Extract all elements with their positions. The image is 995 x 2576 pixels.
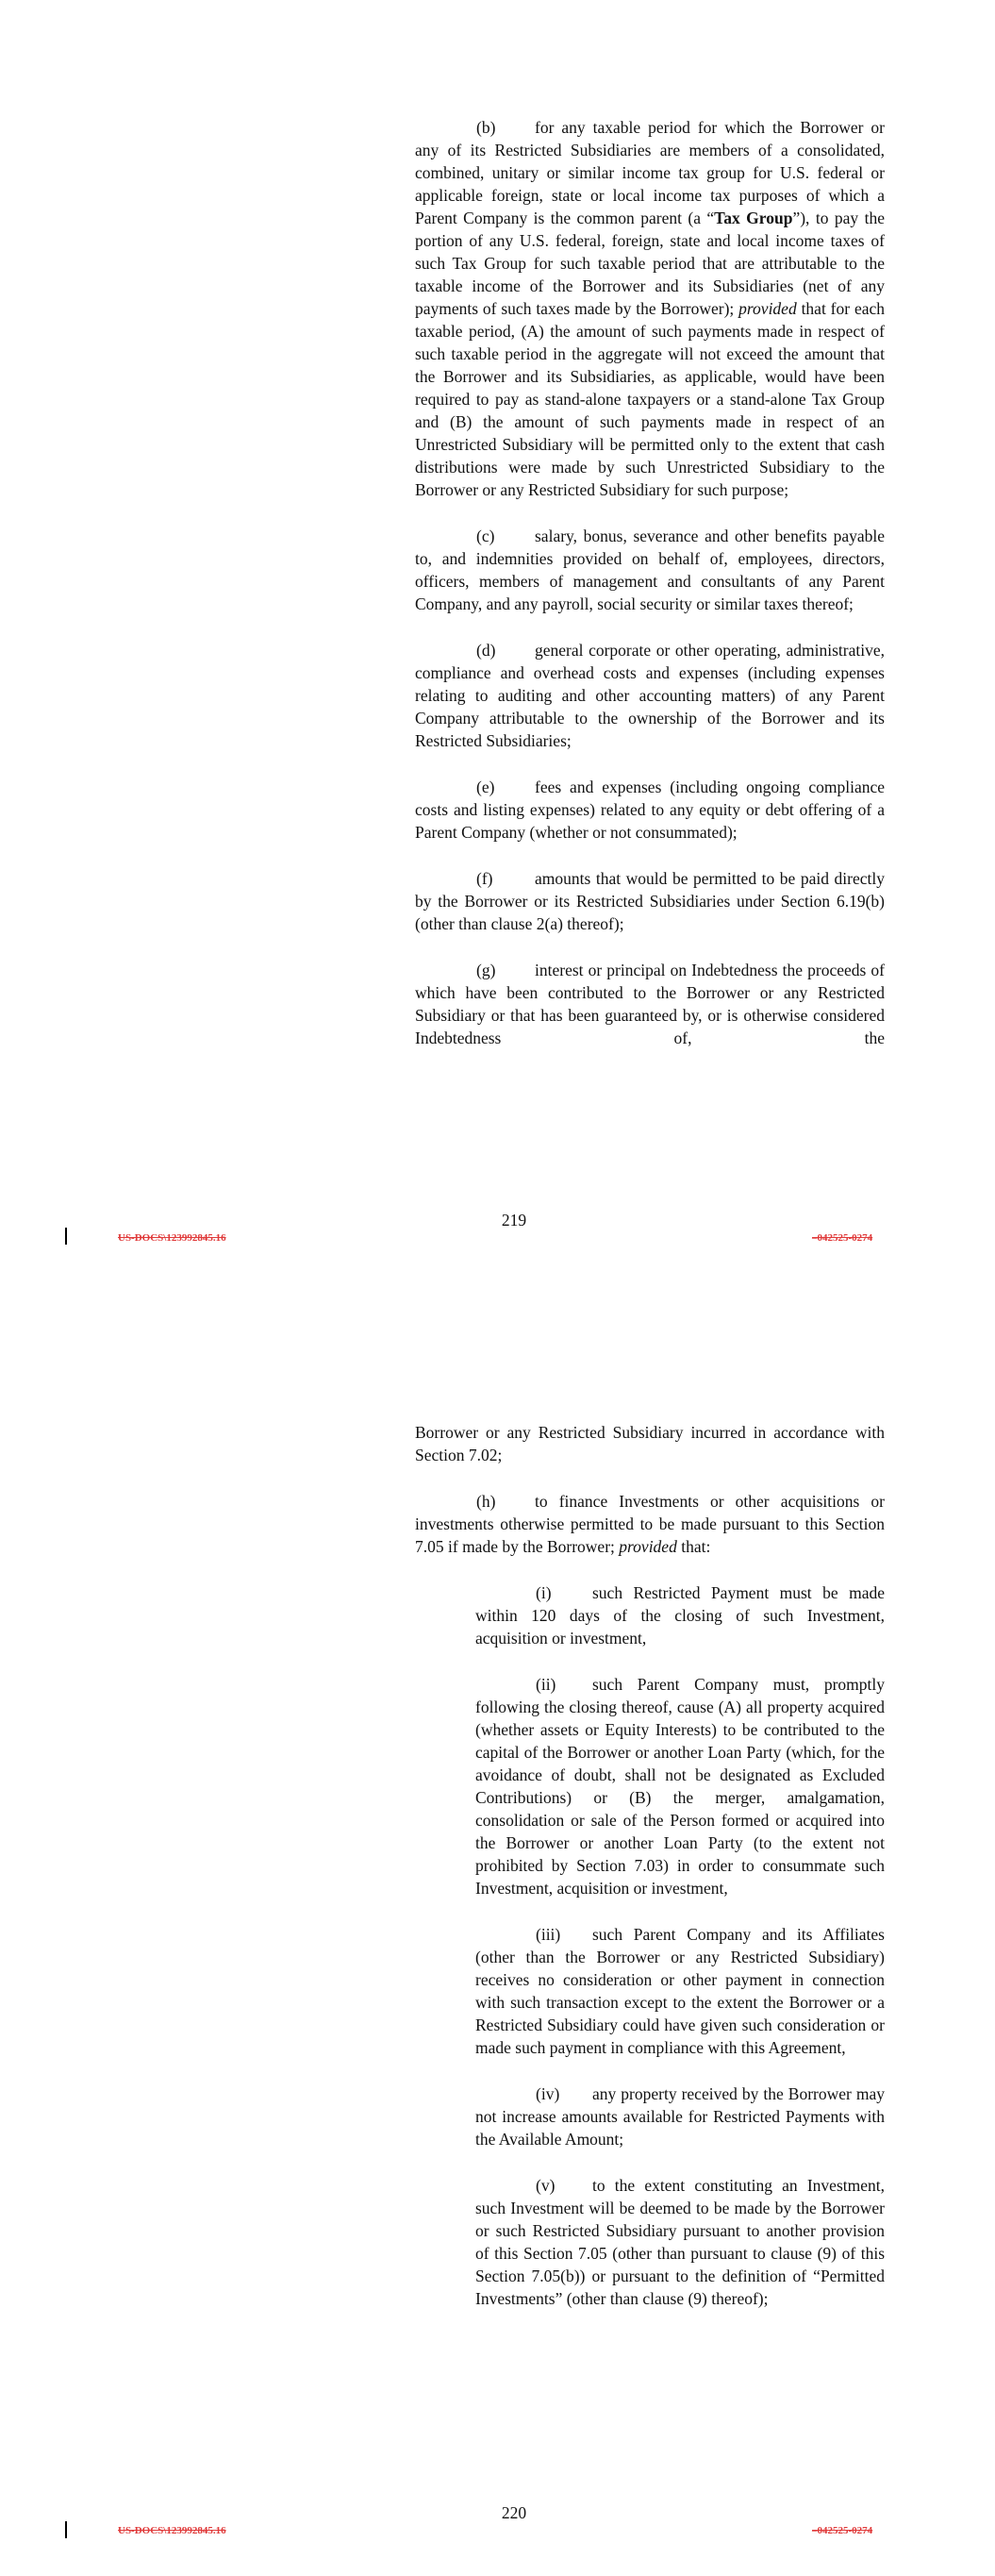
paragraph-c: (c) salary, bonus, severance and other benefits payable to, and indemnities provided on behalf of, employees, directors, officers, members of management and consultants of any Parent Company, and any payroll, social security or similar taxes thereof; — [415, 527, 885, 613]
footer-doc-id: US-DOCS\123992845.16 — [118, 1232, 226, 1244]
change-bar — [65, 2521, 67, 2538]
paragraph-e: (e) fees and expenses (including ongoing compliance costs and listing expenses) related to any equity or debt offering of a Parent Company (whether or not consummated); — [415, 778, 885, 842]
change-bar — [65, 1228, 67, 1245]
subparagraph-label: (iv) — [536, 2084, 560, 2103]
subparagraph-label: (ii) — [536, 1675, 556, 1694]
subparagraph-v: (v) to the extent constituting an Investment, such Investment will be deemed to be made by the Borrower or such Restricted Subsidiary pursuant to another provision of this Section 7.05 (other than pursuant to clause (9) of this Section 7.05(b)) or pursuant to the definition of “Permitted Investments” (other than clause (9) thereof); — [475, 2176, 885, 2308]
paragraph-g: (g) interest or principal on Indebtedness the proceeds of which have been contributed to the Borrower or any Restricted Subsidiary or that has been guaranteed by, or is otherwise considered Indebtedness of, the — [415, 961, 885, 1047]
subparagraph-label: (v) — [536, 2176, 556, 2195]
footer-matter-number: –042525-0274 — [812, 2525, 873, 2536]
footer-matter-number: –042525-0274 — [812, 1232, 873, 1244]
paragraph-label: (b) — [476, 118, 496, 137]
paragraph-label: (h) — [476, 1492, 496, 1511]
subparagraph-iv: (iv) any property received by the Borrower may not increase amounts available for Restricted Payments with the Available Amount; — [475, 2084, 885, 2149]
defined-term-tax-group: Tax Group — [714, 209, 793, 227]
page-text-column — [415, 1421, 885, 2333]
paragraph-label: (e) — [476, 778, 495, 796]
page-220 — [0, 1283, 995, 2576]
paragraph-f: (f) amounts that would be permitted to be paid directly by the Borrower or its Restricted Subsidiaries under Section 6.19(b) (other than clause 2(a) thereof); — [415, 869, 885, 933]
page-number: 220 — [501, 2503, 527, 2522]
paragraph-label: (c) — [476, 527, 495, 545]
proviso-italic: provided — [619, 1537, 677, 1556]
page-number: 219 — [501, 1211, 527, 1229]
subparagraph-iii: (iii) such Parent Company and its Affiliates (other than the Borrower or any Restricted Subsidiary) receives no consideration or other payment in connection with such transaction except to the extent the Borrower or a Restricted Subsidiary could have given such consideration or made such payment in compliance with this Agreement, — [475, 1925, 885, 2057]
footer-doc-id: US-DOCS\123992845.16 — [118, 2525, 226, 2536]
paragraph-label: (g) — [476, 961, 496, 979]
page-text-column — [415, 116, 885, 1073]
subparagraph-i: (i) such Restricted Payment must be made within 120 days of the closing of such Investment, acquisition or investment, — [475, 1583, 885, 1648]
paragraph-g-continued: Borrower or any Restricted Subsidiary incurred in accordance with Section 7.02; — [415, 1423, 885, 1464]
paragraph-b: (b) for any taxable period for which the Borrower or any of its Restricted Subsidiaries are members of a consolidated, combined, unitary or similar income tax group for U.S. federal or applicable foreign, state or local income tax purposes of which a Parent Company is the common parent (a “Tax Group”), to pay the portion of any U.S. federal, foreign, state and local income taxes of such Tax Group for such taxable period that are attributable to the taxable income of the Borrower and its Subsidiaries (net of any payments of such taxes made by the Borrower); provided that for each taxable period, (A) the amount of such payments made in respect of such taxable period in the aggregate will not exceed the amount that the Borrower and its Subsidiaries, as applicable, would have been required to pay as stand-alone taxpayers or a stand-alone Tax Group and (B) the amount of such payments made in respect of an Unrestricted Subsidiary will be permitted only to the extent that cash distributions were made by such Unrestricted Subsidiary to the Borrower or any Restricted Subsidiary for such purpose; — [415, 118, 885, 499]
subparagraph-label: (i) — [536, 1583, 552, 1602]
page-219 — [0, 0, 995, 1283]
subparagraph-label: (iii) — [536, 1925, 561, 1944]
paragraph-h: (h) to finance Investments or other acquisitions or investments otherwise permitted to be made pursuant to this Section 7.05 if made by the Borrower; provided that: — [415, 1492, 885, 1556]
paragraph-label: (d) — [476, 641, 496, 660]
paragraph-label: (f) — [476, 869, 493, 888]
subparagraph-ii: (ii) such Parent Company must, promptly following the closing thereof, cause (A) all property acquired (whether assets or Equity Interests) to be contributed to the capital of the Borrower or another Loan Party (which, for the avoidance of doubt, shall not be designated as Excluded Contributions) or (B) the merger, amalgamation, consolidation or sale of the Person formed or acquired into the Borrower or another Loan Party (to the extent not prohibited by Section 7.03) in order to consummate such Investment, acquisition or investment, — [475, 1675, 885, 1898]
paragraph-d: (d) general corporate or other operating, administrative, compliance and overhead costs and expenses (including expenses relating to auditing and other accounting matters) of any Parent Company attributable to the ownership of the Borrower and its Restricted Subsidiaries; — [415, 641, 885, 750]
proviso-italic: provided — [738, 299, 797, 318]
